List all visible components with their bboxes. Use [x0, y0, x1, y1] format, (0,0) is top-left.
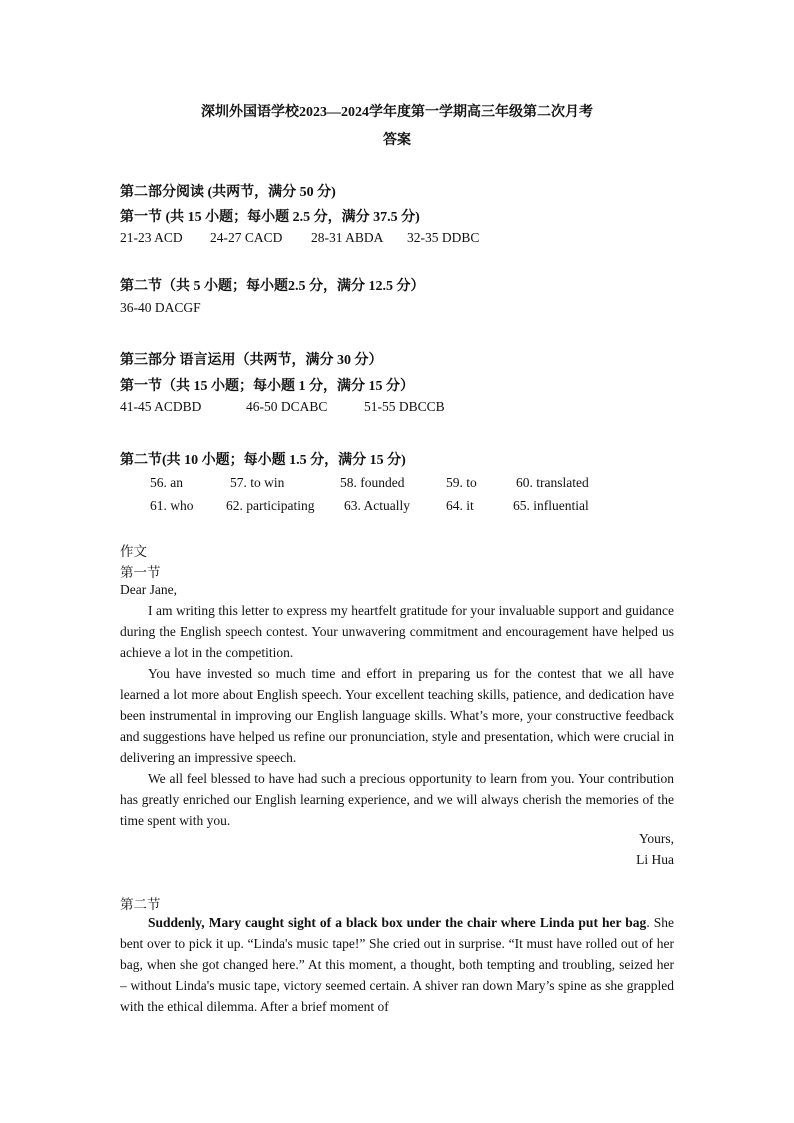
story-text: . She bent over to pick it up. “Linda's music tape!” She cried out in surprise. “It must have rolled out of her bag, when she got changed here.” At this moment, a thought, both tempting and troubling, seized her – without Linda's music tape, victory seemed certain. A shiver ran down Mary’s spine as she grappled with the ethical dilemma. After a brief moment of	[120, 915, 674, 1014]
fill-answer: 65. influential	[513, 498, 589, 513]
story-opening-sentence: Suddenly, Mary caught sight of a black box under the chair where Linda put her bag	[148, 915, 647, 930]
fill-answer: 57. to win	[230, 475, 285, 490]
answer-group: 21-23 ACD	[120, 230, 183, 245]
writing-section1-label: 第一节	[120, 565, 161, 580]
reading-part-heading: 第二部分阅读 (共两节，满分 50 分)	[120, 185, 336, 200]
reading-section2-heading: 第二节（共 5 小题；每小题2.5 分，满分 12.5 分）	[120, 279, 425, 294]
answer-group: 46-50 DCABC	[246, 399, 328, 414]
story-paragraph	[120, 912, 674, 1017]
answer-group: 28-31 ABDA	[311, 230, 384, 245]
language-section2-heading: 第二节(共 10 小题；每小题 1.5 分，满分 15 分)	[120, 453, 406, 468]
fill-answer: 64. it	[446, 498, 474, 513]
answer-group: 51-55 DBCCB	[364, 399, 445, 414]
letter-paragraph: I am writing this letter to express my heartfelt gratitude for your invaluable support and guidance during the English speech contest. Your unwavering commitment and encouragement have helped us achieve a lot in the competition.	[120, 603, 674, 660]
fill-answer: 63. Actually	[344, 498, 410, 513]
language-part-heading: 第三部分 语言运用（共两节，满分 30 分）	[120, 353, 383, 368]
letter-body	[120, 600, 674, 831]
letter-paragraph: You have invested so much time and effort in preparing us for the contest that we all have learned a lot more about English speech. Your excellent teaching skills, patience, and dedication have been instrumental in improving our English language skills. What’s more, your constructive feedback and suggestions have helped us refine our pronunciation, style and presentation, which were crucial in delivering an impressive speech.	[120, 666, 674, 765]
language-section1-answers	[120, 399, 445, 415]
answer-group: 32-35 DDBC	[407, 230, 480, 245]
fill-answer: 60. translated	[516, 475, 589, 490]
letter-signature: Li Hua	[636, 852, 674, 867]
reading-section2-answers: 36-40 DACGF	[120, 300, 201, 315]
document-subtitle: 答案	[383, 133, 411, 148]
document-title: 深圳外国语学校2023—2024学年度第一学期高三年级第二次月考	[201, 105, 593, 120]
answer-group: 41-45 ACDBD	[120, 399, 202, 414]
letter-closing: Yours,	[638, 831, 674, 846]
letter-salutation: Dear Jane,	[120, 582, 177, 597]
reading-section1-heading: 第一节 (共 15 小题；每小题 2.5 分，满分 37.5 分)	[120, 210, 420, 225]
fill-answer: 56. an	[150, 475, 183, 490]
fill-answer: 58. founded	[340, 475, 405, 490]
fill-answer: 61. who	[150, 498, 194, 513]
story-continuation	[120, 912, 674, 1122]
language-section1-heading: 第一节（共 15 小题；每小题 1 分，满分 15 分）	[120, 379, 414, 394]
writing-section2-label: 第二节	[120, 897, 161, 912]
writing-heading: 作文	[120, 544, 147, 559]
reading-section1-answers	[120, 230, 479, 246]
fill-answer: 59. to	[446, 475, 477, 490]
fill-answer: 62. participating	[226, 498, 315, 513]
letter-paragraph: We all feel blessed to have had such a precious opportunity to learn from you. Your contribution has greatly enriched our English learning experience, and we will always cherish the memories of the time spent with you.	[120, 771, 674, 828]
answer-group: 24-27 CACD	[210, 230, 283, 245]
